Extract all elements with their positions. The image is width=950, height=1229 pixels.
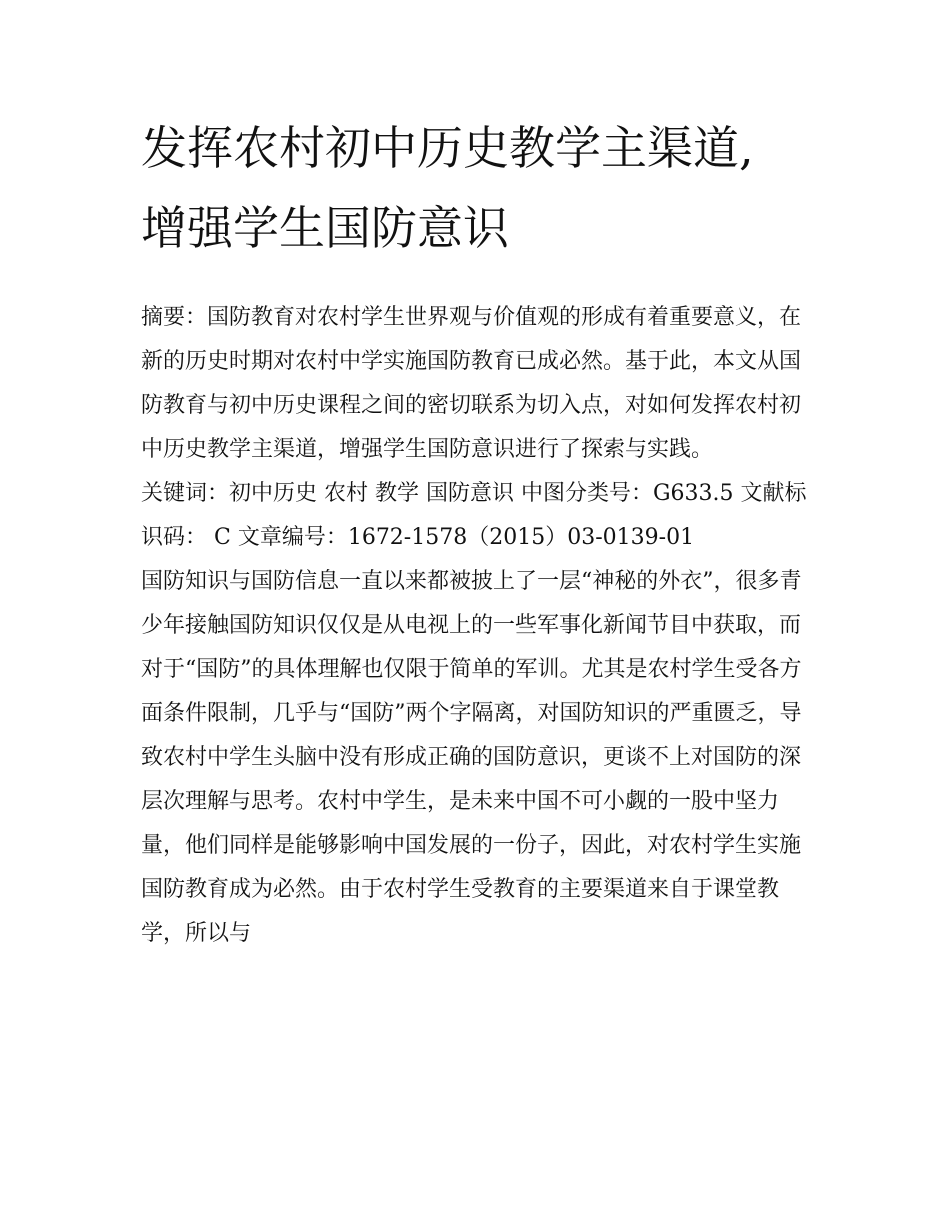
keywords-paragraph: 关键词：初中历史 农村 教学 国防意识 中图分类号：G633.5 文献标识码： C 文章编号：1672-1578（2015）03-0139-01 [141,481,807,550]
abstract-paragraph: 摘要：国防教育对农村学生世界观与价值观的形成有着重要意义，在新的历史时期对农村中学实施国防教育已成必然。基于此，本文从国防教育与初中历史课程之间的密切联系为切入点，对如何发挥农村初中历史教学主渠道，增强学生国防意识进行了探索与实践。 [141,305,802,462]
document-page [141,108,813,956]
document-title [141,108,813,268]
body-paragraph: 国防知识与国防信息一直以来都被披上了一层“神秘的外衣”，很多青少年接触国防知识仅仅是从电视上的一些军事化新闻节目中获取，而对于“国防”的具体理解也仅限于简单的军训。尤其是农村学生受各方面条件限制，几乎与“国防”两个字隔离，对国防知识的严重匮乏，导致农村中学生头脑中没有形成正确的国防意识，更谈不上对国防的深层次理解与思考。农村中学生，是未来中国不可小觑的一股中坚力量，他们同样是能够影响中国发展的一份子，因此，对农村学生实施国防教育成为必然。由于农村学生受教育的主要渠道来自于课堂教学，所以与 [141,569,802,946]
title-line-1: 发挥农村初中历史教学主渠道, [141,121,754,175]
title-line-2: 增强学生国防意识 [141,201,509,255]
